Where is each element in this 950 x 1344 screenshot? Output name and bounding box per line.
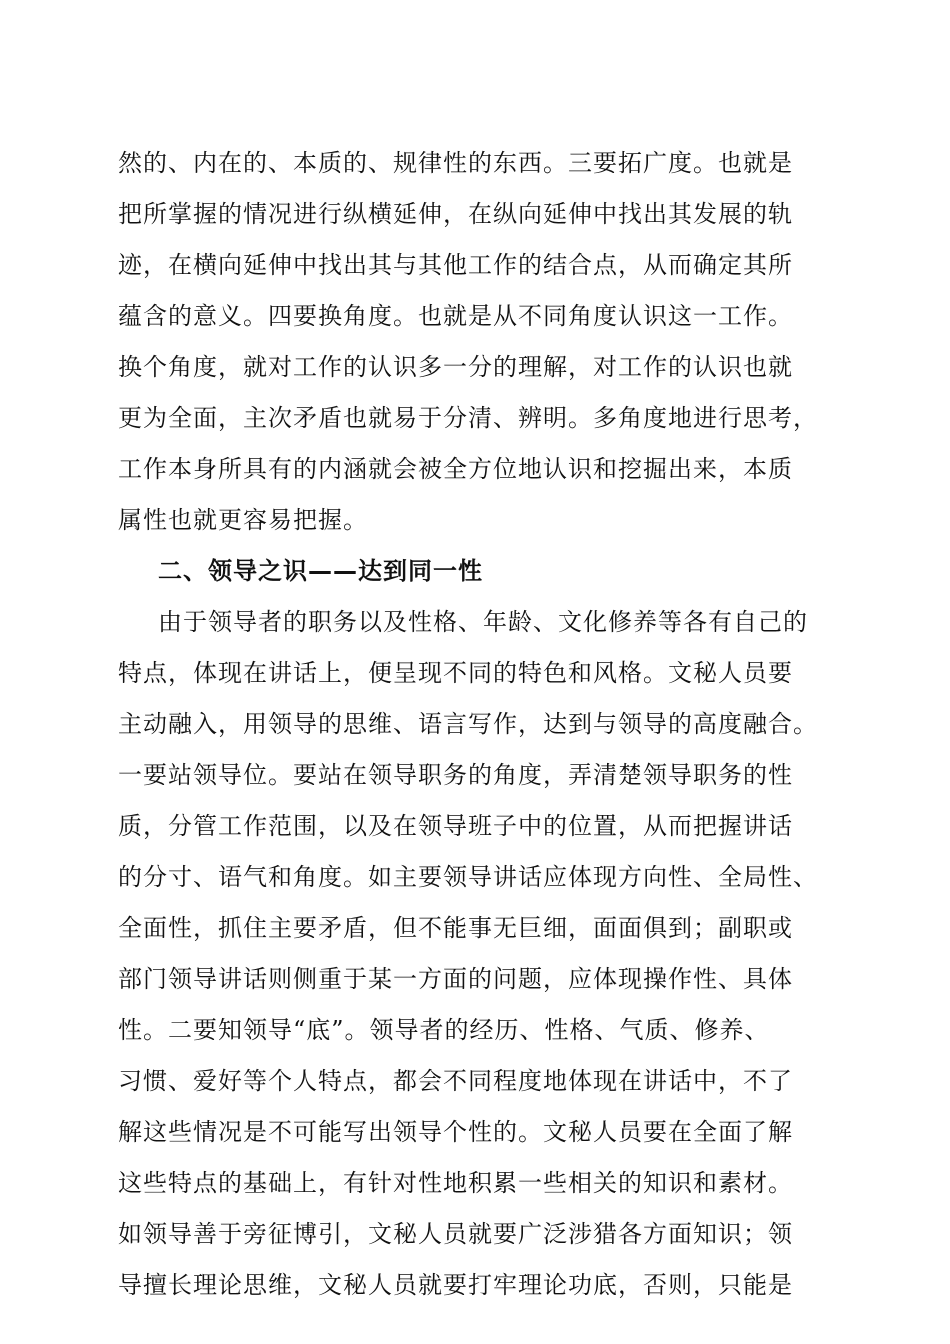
text-line: 全面性，抓住主要矛盾，但不能事无巨细，面面俱到；副职或 (118, 914, 793, 942)
text-line: 如领导善于旁征博引，文秘人员就要广泛涉猎各方面知识；领 (118, 1220, 793, 1248)
text-line: 解这些情况是不可能写出领导个性的。文秘人员要在全面了解 (118, 1118, 793, 1146)
text-line: 的分寸、语气和角度。如主要领导讲话应体现方向性、全局性、 (118, 863, 818, 891)
text-line: 迹，在横向延伸中找出其与其他工作的结合点，从而确定其所 (118, 251, 793, 279)
text-line: 习惯、爱好等个人特点，都会不同程度地体现在讲话中，不了 (118, 1067, 793, 1095)
text-line: 质，分管工作范围，以及在领导班子中的位置，从而把握讲话 (118, 812, 793, 840)
text-line: 性。二要知领导“底”。领导者的经历、性格、气质、修养、 (118, 1016, 770, 1044)
text-line: 蕴含的意义。四要换角度。也就是从不同角度认识这一工作。 (118, 302, 793, 330)
text-line: 主动融入，用领导的思维、语言写作，达到与领导的高度融合。 (118, 710, 818, 738)
text-line: 然的、内在的、本质的、规律性的东西。三要拓广度。也就是 (118, 149, 793, 177)
text-line: 由于领导者的职务以及性格、年龄、文化修养等各有自己的 (158, 608, 808, 636)
text-line: 更为全面，主次矛盾也就易于分清、辨明。多角度地进行思考， (118, 404, 818, 432)
text-line: 换个角度，就对工作的认识多一分的理解，对工作的认识也就 (118, 353, 793, 381)
document-page (118, 138, 836, 1311)
text-line: 部门领导讲话则侧重于某一方面的问题，应体现操作性、具体 (118, 965, 793, 993)
text-line: 特点，体现在讲话上，便呈现不同的特色和风格。文秘人员要 (118, 659, 793, 687)
paragraph-continuation (118, 138, 836, 546)
text-line: 这些特点的基础上，有针对性地积累一些相关的知识和素材。 (118, 1169, 793, 1197)
text-line: 导擅长理论思维，文秘人员就要打牢理论功底，否则，只能是 (118, 1271, 793, 1299)
paragraph-body (118, 597, 836, 1311)
text-line: 把所掌握的情况进行纵横延伸，在纵向延伸中找出其发展的轨 (118, 200, 793, 228)
text-line: 属性也就更容易把握。 (118, 506, 368, 534)
section-heading: 二、领导之识——达到同一性 (158, 557, 483, 585)
text-line: 工作本身所具有的内涵就会被全方位地认识和挖掘出来，本质 (118, 455, 793, 483)
text-line: 一要站领导位。要站在领导职务的角度，弄清楚领导职务的性 (118, 761, 793, 789)
